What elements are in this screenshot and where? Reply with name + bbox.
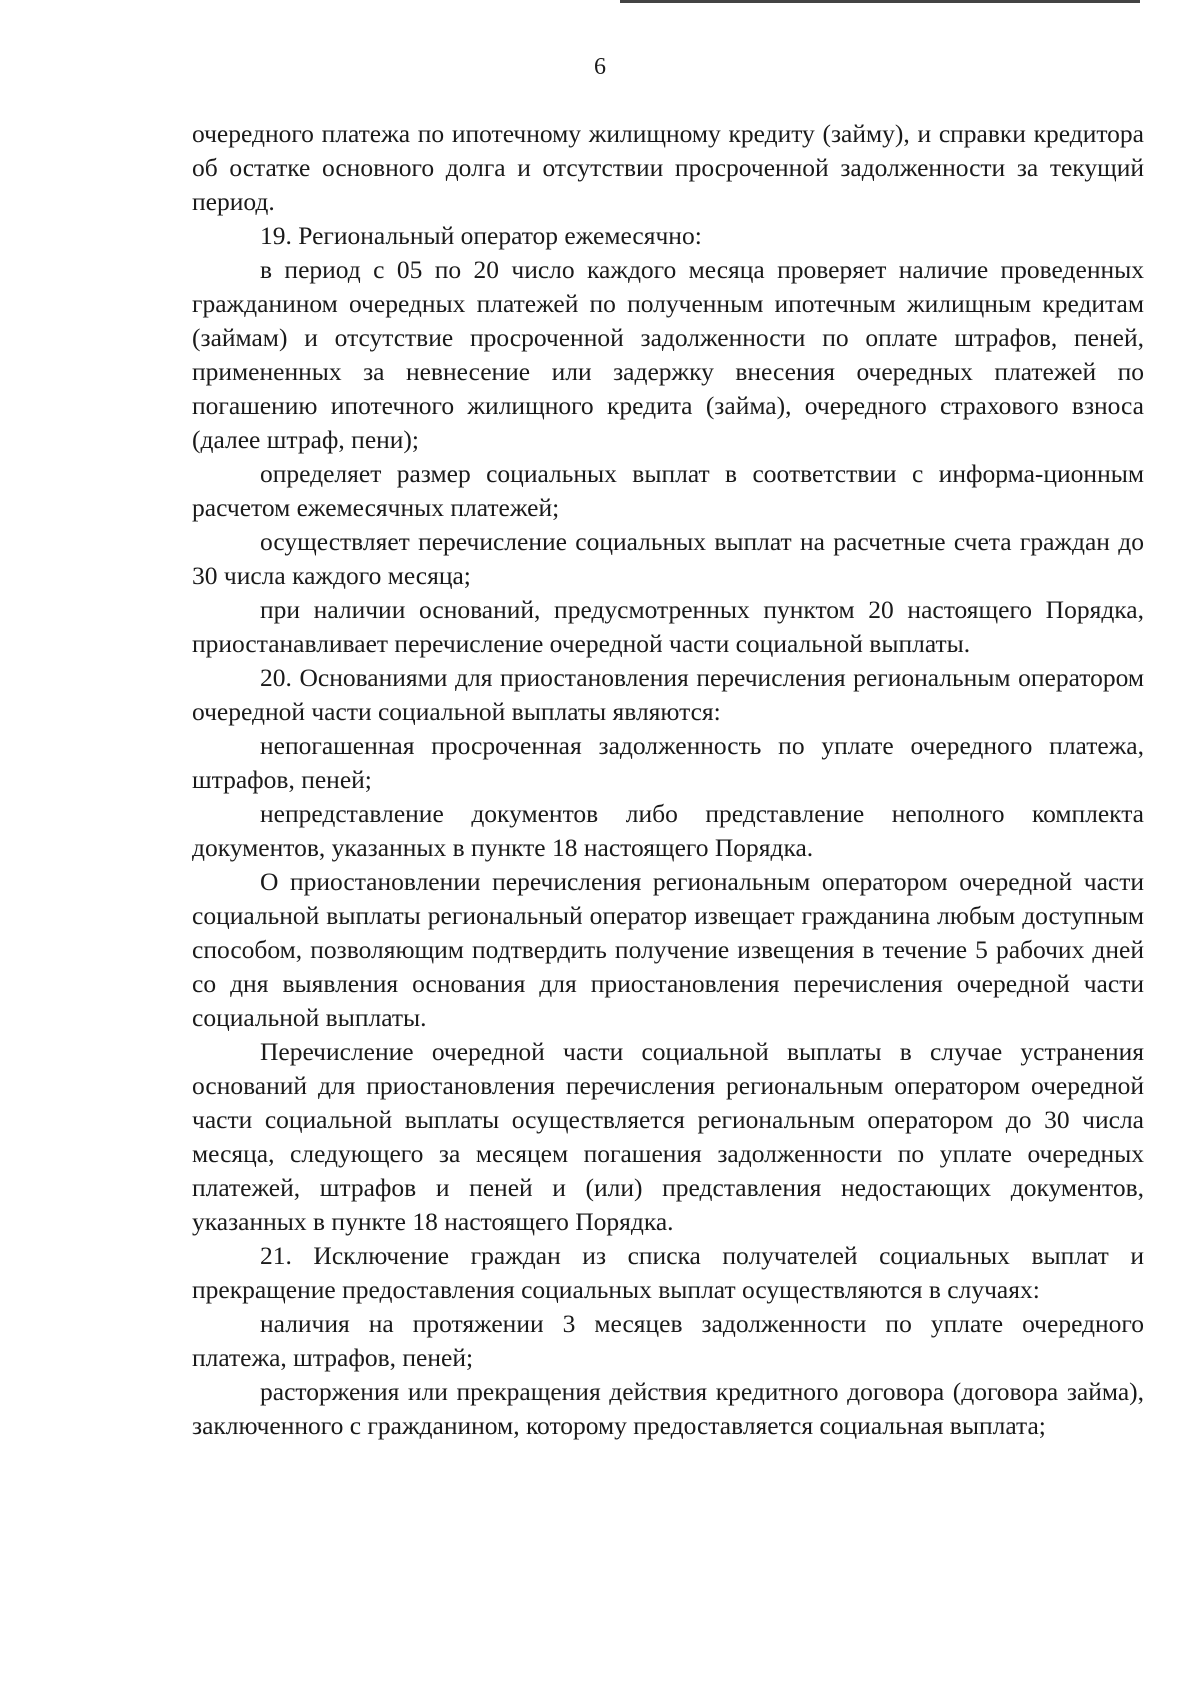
paragraph-contract-termination: расторжения или прекращения действия кредитного договора (договора займа), заключенного с гражданином, которому предоставляется социальная выплата; (192, 1377, 1144, 1440)
paragraph-item-19: 19. Региональный оператор ежемесячно: (260, 221, 702, 250)
paragraph-transfer-payments: осуществляет перечисление социальных выплат на расчетные счета граждан до 30 числа каждого месяца; (192, 527, 1144, 590)
paragraph-overdue-debt: непогашенная просроченная задолженность по уплате очередного платежа, штрафов, пеней; (192, 731, 1144, 794)
top-scan-edge-line (620, 0, 1140, 3)
page-number: 6 (594, 54, 606, 80)
paragraph-three-months-debt: наличия на протяжении 3 месяцев задолженности по уплате очередного платежа, штрафов, пеней; (192, 1309, 1144, 1372)
paragraph-continuation: очередного платежа по ипотечному жилищному кредиту (займу), и справки кредитора об остатке основного долга и отсутствии просроченной задолженности за текущий период. (192, 119, 1144, 216)
paragraph-item-20: 20. Основаниями для приостановления перечисления региональным оператором очередной части социальной выплаты являются: (192, 663, 1144, 726)
paragraph-check-payments: в период с 05 по 20 число каждого месяца проверяет наличие проведенных гражданином очередных платежей по полученным ипотечным жилищным кредитам (займам) и отсутствие просроченной задолженности по оплате штрафов, пеней, примененных за невнесение или задержку внесения очередных платежей по погашению ипотечного жилищного кредита (займа), очередного страхового взноса (далее штраф, пени); (192, 255, 1144, 454)
paragraph-resume-transfer: Перечисление очередной части социальной выплаты в случае устранения оснований для приостановления перечисления региональным оператором очередной части социальной выплаты осуществляется региональным оператором до 30 числа месяца, следующего за месяцем погашения задолженности по уплате очередных платежей, штрафов и пеней и (или) представления недостающих документов, указанных в пункте 18 настоящего Порядка. (192, 1037, 1144, 1236)
paragraph-determine-size: определяет размер социальных выплат в соответствии с информа-ционным расчетом ежемесячных платежей; (192, 459, 1144, 522)
paragraph-suspend-transfer: при наличии оснований, предусмотренных пунктом 20 настоящего Порядка, приостанавливает перечисление очередной части социальной выплаты. (192, 595, 1144, 658)
paragraph-item-21: 21. Исключение граждан из списка получателей социальных выплат и прекращение предоставления социальных выплат осуществляются в случаях: (192, 1241, 1144, 1304)
paragraph-notification: О приостановлении перечисления региональным оператором очередной части социальной выплаты региональный оператор извещает гражданина любым доступным способом, позволяющим подтвердить получение извещения в течение 5 рабочих дней со дня выявления основания для приостановления перечисления очередной части социальной выплаты. (192, 867, 1144, 1032)
document-body (192, 117, 1144, 1443)
paragraph-missing-documents: непредставление документов либо представление неполного комплекта документов, указанных в пункте 18 настоящего Порядка. (192, 799, 1144, 862)
